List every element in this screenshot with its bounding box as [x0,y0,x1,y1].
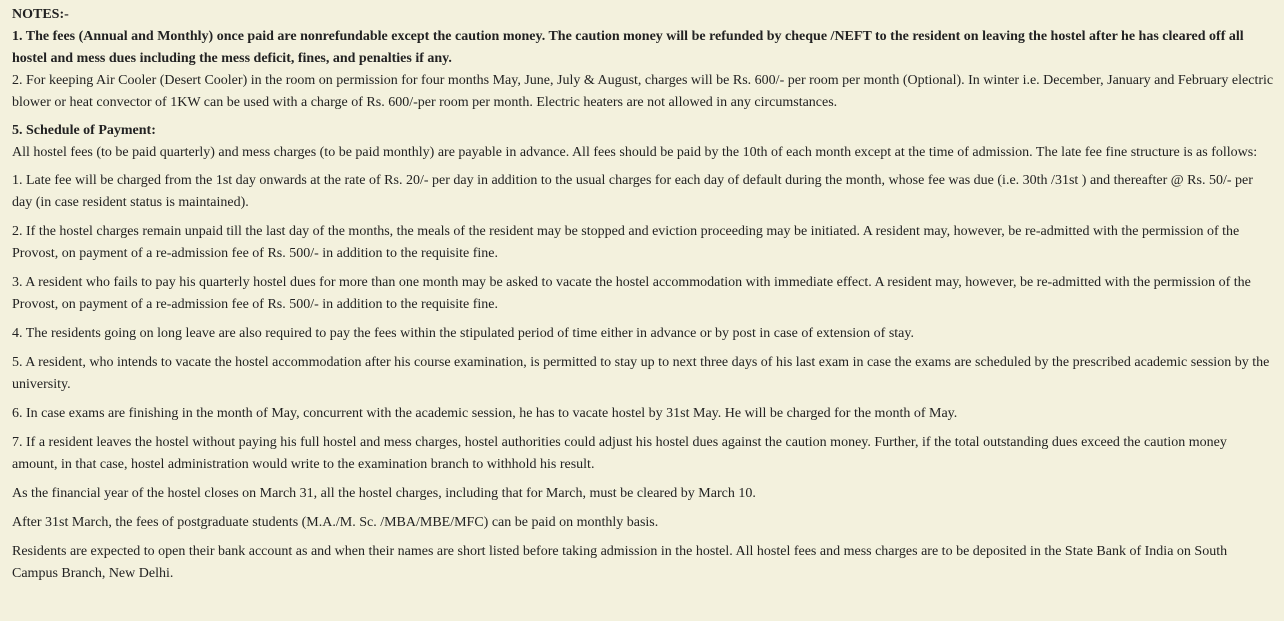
schedule-item-4: 4. The residents going on long leave are also required to pay the fees within the stipulated period of time either in advance or by post in case of extension of stay. [12,326,914,341]
schedule-item-3: 3. A resident who fails to pay his quarterly hostel dues for more than one month may be asked to vacate the hostel accommodation with immediate effect. A resident may, however, be re-admitted with the permission of the Provost, on payment of a re-admission fee of Rs. 500/- in addition to the requisite fine. [12,275,1251,312]
schedule-item-1: 1. Late fee will be charged from the 1st day onwards at the rate of Rs. 20/- per day in addition to the usual charges for each day of default during the month, whose fee was due (i.e. 30th /31st ) and thereafter @ Rs. 50/- per day (in case resident status is maintained). [12,173,1253,210]
financial-year-note: As the financial year of the hostel closes on March 31, all the hostel charges, including that for March, must be cleared by March 10. [12,486,756,501]
notes-heading: NOTES:- [12,7,69,22]
bank-account-note: Residents are expected to open their bank account as and when their names are short listed before taking admission in the hostel. All hostel fees and mess charges are to be deposited in the State Bank of India on South Campus Branch, New Delhi. [12,544,1228,581]
schedule-item-7: 7. If a resident leaves the hostel without paying his full hostel and mess charges, hostel authorities could adjust his hostel dues against the caution money. Further, if the total outstanding dues exceed the caution money amount, in that case, hostel administration would write to the examination branch to withhold his result. [12,435,1227,472]
schedule-heading: 5. Schedule of Payment: [12,123,156,138]
schedule-item-2: 2. If the hostel charges remain unpaid till the last day of the months, the meals of the resident may be stopped and eviction proceeding may be initiated. A resident may, however, be re-admitted with the permission of the Provost, on payment of a re-admission fee of Rs. 500/- in addition to the requisite fine. [12,224,1240,261]
postgraduate-note: After 31st March, the fees of postgraduate students (M.A./M. Sc. /MBA/MBE/MFC) can be paid on monthly basis. [12,515,659,530]
note-2-air-cooler: 2. For keeping Air Cooler (Desert Cooler) in the room on permission for four months May, June, July & August, charges will be Rs. 600/- per room per month (Optional). In winter i.e. December, January and February electric blower or heat convector of 1KW can be used with a charge of Rs. 600/-per room per month. Electric heaters are not allowed in any circumstances. [12,73,1274,110]
schedule-item-5: 5. A resident, who intends to vacate the hostel accommodation after his course examination, is permitted to stay up to next three days of his last exam in case the exams are scheduled by the prescribed academic session by the university. [12,355,1270,392]
schedule-intro: All hostel fees (to be paid quarterly) and mess charges (to be paid monthly) are payable in advance. All fees should be paid by the 10th of each month except at the time of admission. The late fee fine structure is as follows: [12,145,1258,160]
note-1-fees-refund: 1. The fees (Annual and Monthly) once paid are nonrefundable except the caution money. The caution money will be refunded by cheque /NEFT to the resident on leaving the hostel after he has cleared off all hostel and mess dues including the mess deficit, fines, and penalties if any. [12,29,1244,66]
schedule-item-6: 6. In case exams are finishing in the month of May, concurrent with the academic session, he has to vacate hostel by 31st May. He will be charged for the month of May. [12,406,958,421]
